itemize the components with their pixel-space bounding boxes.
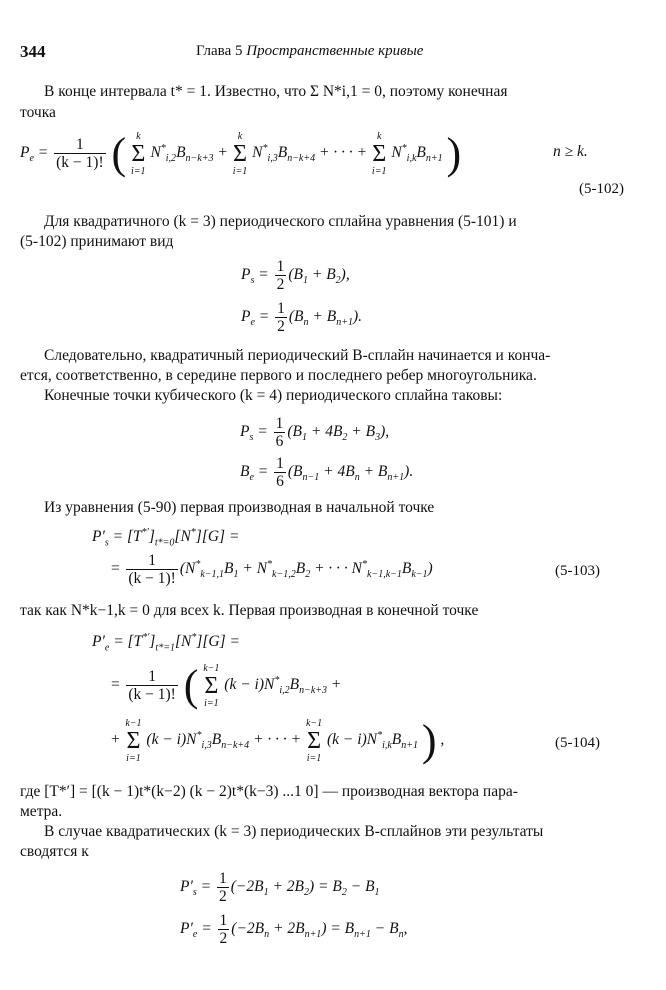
equation-pe-derivative-line1: $P'_e = [T^{*'}]_{t*=1}[N^*][G]$ = — [92, 632, 240, 654]
equation-pe-derivative-quadratic: $P'_e$ = $\frac{1}{2}$ $(-2B_n + 2B_{n+1}) = B_{n+1} - B_n$, — [180, 912, 408, 947]
equation-number: (5-102) — [579, 181, 624, 197]
paragraph-first-derivative-end: так как N*k−1,k = 0 для всех k. Первая производная в конечной точке — [20, 602, 479, 619]
paragraph-quadratic: Для квадратичного (k = 3) периодического сплайна уравнения (5-101) и — [44, 213, 517, 230]
chapter-label: Глава 5 — [196, 43, 243, 59]
paragraph-continuation: ется, соответственно, в середине первого и последнего ребер многоугольника. — [20, 367, 537, 384]
page-number: 344 — [20, 42, 46, 61]
equation-pe-sum: $P_e$ = $\frac{1}{(k - 1)!}$ ( k Σ i=1 $N^*_{i,2}B_{n-k+3}$ + k Σ i=1 $N^*_{i,3}B_{n-k+4}$ + · · · + k Σ i=1 $N^*_{i,k}B_{n+1}$ ) — [20, 129, 462, 178]
paragraph-continuation: (5-102) принимают вид — [20, 233, 174, 250]
running-header — [196, 43, 423, 60]
equation-number: (5-103) — [555, 563, 600, 579]
paragraph-text: В конце интервала t* = 1. Известно, что Σ N*i,1 = 0, поэтому конечная — [44, 83, 508, 100]
equation-ps-cubic: $P_s$ = $\frac{1}{6}$ $(B_1 + 4B_2 + B_3)$, — [240, 415, 390, 450]
equation-ps-derivative-quadratic: $P'_s$ = $\frac{1}{2}$ $(-2B_1 + 2B_2) = B_2 - B_1$ — [180, 870, 380, 905]
paragraph-derivative-vector: где [T*′] = [(k − 1)t*(k−2) (k − 2)t*(k−3) ...1 0] — производная вектора пара- — [20, 783, 518, 800]
paragraph-consequently: Следовательно, квадратичный периодический В-сплайн начинается и конча- — [44, 347, 551, 364]
chapter-title: Пространственные кривые — [246, 43, 424, 59]
equation-ps-derivative-line2: = $\frac{1}{(k - 1)!}$ ($N^*_{k-1,1}B_1 + N^*_{k-1,2}B_2$ + · · · $N^*_{k-1,k-1}B_{k-1}$) — [110, 552, 433, 587]
equation-pe-quadratic: $P_e$ = $\frac{1}{2}$ $(B_n + B_{n+1})$. — [241, 300, 363, 335]
paragraph-continuation: точка — [20, 104, 56, 121]
equation-be-cubic: $B_e$ = $\frac{1}{6}$ $(B_{n-1} + 4B_n + B_{n+1})$. — [240, 455, 414, 490]
equation-ps-derivative-line1: $P'_s = [T^{*'}]_{t*=0}[N^*][G]$ = — [92, 527, 240, 549]
paragraph-quadratic-result: В случае квадратических (k = 3) периодических В-сплайнов эти результаты — [44, 823, 544, 840]
paragraph-first-derivative-start: Из уравнения (5-90) первая производная в начальной точке — [44, 499, 435, 516]
paragraph-cubic: Конечные точки кубического (k = 4) периодического сплайна таковы: — [44, 387, 503, 404]
paragraph-continuation: сводятся к — [20, 843, 89, 860]
paragraph-continuation: метра. — [20, 803, 63, 820]
equation-pe-derivative-line3: + k−1 Σ i=1 $(k - i)N^*_{i,3}B_{n-k+4}$ + · · · + k−1 Σ i=1 $(k - i)N^*_{i,k}B_{n+1}$ ) , — [110, 716, 445, 765]
equation-ps-quadratic: $P_s$ = $\frac{1}{2}$ $(B_1 + B_2)$, — [241, 258, 350, 293]
equation-number: (5-104) — [555, 735, 600, 751]
equation-condition: n ≥ k. — [553, 143, 588, 160]
paragraph-end-of-interval — [44, 82, 507, 102]
equation-pe-derivative-line2: = $\frac{1}{(k - 1)!}$ ( k−1 Σ i=1 $(k - i)N^*_{i,2}B_{n-k+3}$ + — [110, 661, 342, 710]
